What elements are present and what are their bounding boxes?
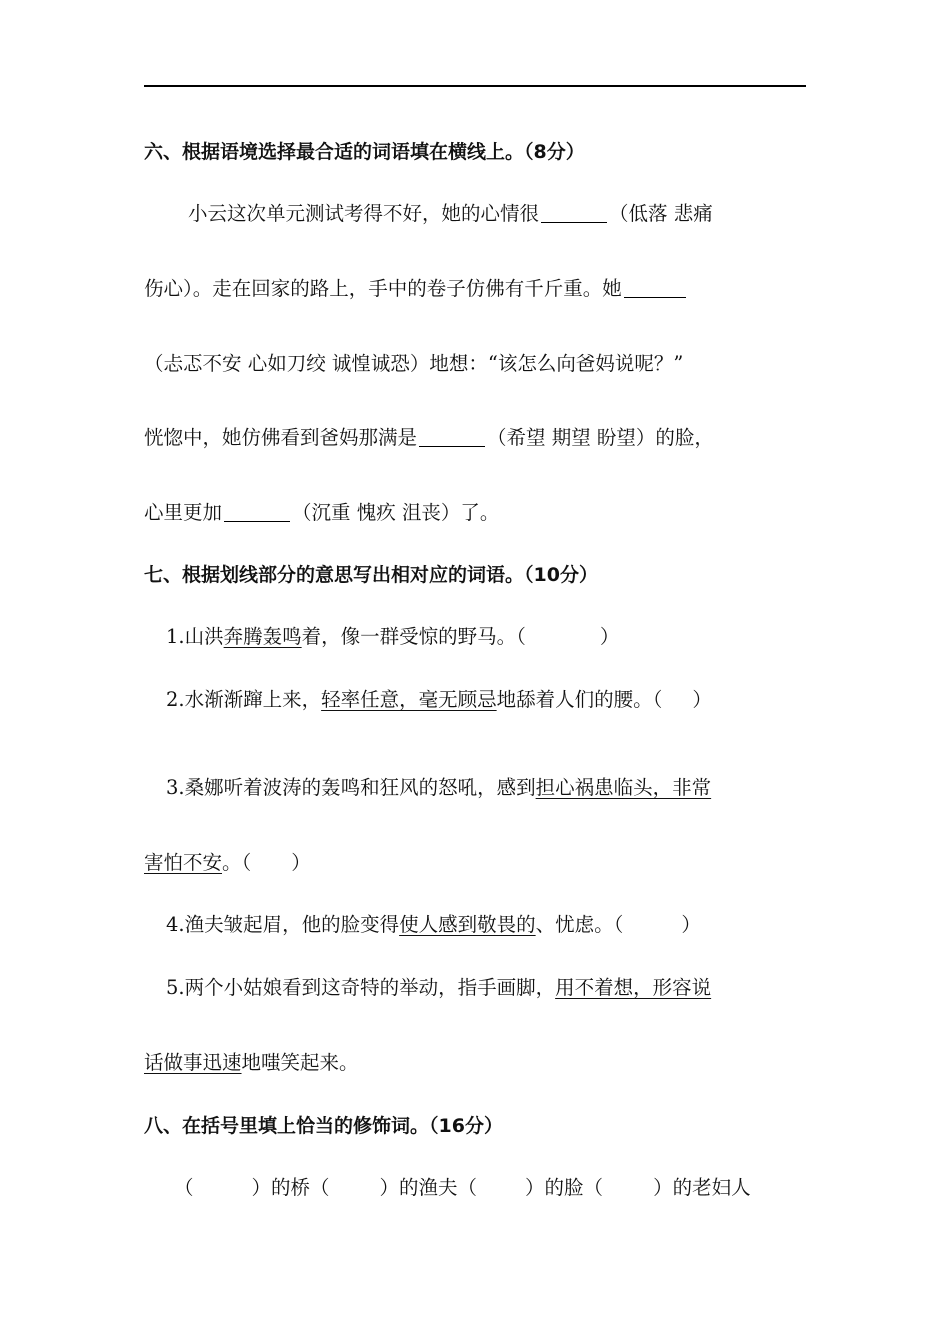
fill-blank-2[interactable] — [624, 277, 686, 298]
s8-open-1: （ — [174, 1176, 194, 1199]
q1-post: 着，像一群受惊的野马。（ — [301, 625, 526, 648]
section6-line4 — [144, 424, 806, 452]
section7-question5-line1 — [144, 974, 828, 1002]
q4-post: 、忧虑。（ — [535, 913, 624, 936]
q1-close: ） — [599, 625, 620, 648]
s8-item-4: ）的老妇人 — [653, 1176, 751, 1199]
section7-question5-line2 — [144, 1049, 806, 1077]
q1-pre: 1.山洪 — [166, 625, 224, 648]
q4-pre: 4.渔夫皱起眉，他的脸变得 — [166, 913, 400, 936]
q3-underlined-2: 害怕不安 — [144, 851, 223, 874]
q4-close: ） — [681, 913, 701, 936]
fill-blank-3[interactable] — [419, 426, 485, 447]
section7-question3-line2 — [144, 849, 806, 877]
section6-line1 — [144, 200, 850, 228]
q2-close: ） — [692, 688, 712, 711]
section7-heading: 七、根据划线部分的意思写出相对应的词语。（10分） — [144, 564, 598, 586]
q3-underlined-1: 担心祸患临头，非常 — [535, 776, 712, 799]
fill-blank-1[interactable] — [541, 202, 607, 223]
q3-post: 。（ — [222, 851, 252, 874]
section6-line2 — [144, 275, 806, 303]
q5-underlined-2: 话做事迅速 — [144, 1051, 242, 1074]
section7-question1 — [144, 623, 828, 651]
section6-line4-post: （希望 期望 盼望）的脸， — [487, 426, 714, 449]
section7-question4 — [144, 911, 828, 939]
q5-post: 地嗤笑起来。 — [241, 1051, 359, 1074]
q3-pre: 3.桑娜听着波涛的轰鸣和狂风的怒吼，感到 — [166, 776, 536, 799]
section6-line1-options: （低落 悲痛 — [609, 202, 713, 225]
section6-line3 — [144, 350, 806, 378]
section8-heading: 八、在括号里填上恰当的修饰词。（16分） — [144, 1115, 503, 1137]
q1-underlined: 奔腾轰鸣 — [223, 625, 302, 648]
section7-question2 — [144, 686, 828, 714]
header-rule — [144, 85, 806, 87]
s8-item-1: ）的桥（ — [251, 1176, 330, 1199]
s8-item-2: ）的渔夫（ — [379, 1176, 478, 1199]
s8-item-3: ）的脸（ — [525, 1176, 604, 1199]
section6-line5-pre: 心里更加 — [144, 501, 223, 524]
section6-line1-text: 小云这次单元测试考得不好，她的心情很 — [188, 202, 540, 225]
q5-pre: 5.两个小姑娘看到这奇特的举动，指手画脚， — [166, 976, 556, 999]
section8-items — [144, 1174, 836, 1202]
q2-pre: 2.水渐渐蹿上来， — [166, 688, 322, 711]
section6-line5 — [144, 499, 806, 527]
q5-underlined-1: 用不着想，形容说 — [555, 976, 712, 999]
section6-line5-post: （沉重 愧疚 沮丧）了。 — [292, 501, 500, 524]
q3-close: ） — [291, 851, 311, 874]
q2-post: 地舔着人们的腰。（ — [496, 688, 663, 711]
section6-line3-text: （忐忑不安 心如刀绞 诚惶诚恐）地想：“该怎么向爸妈说呢？” — [144, 352, 684, 375]
section7-question3-line1 — [144, 774, 828, 802]
section6-line4-pre: 恍惚中，她仿佛看到爸妈那满是 — [144, 426, 418, 449]
section6-line2-text: 伤心）。走在回家的路上，手中的卷子仿佛有千斤重。她 — [144, 277, 622, 300]
section6-heading: 六、根据语境选择最合适的词语填在横线上。（8分） — [144, 141, 585, 163]
q4-underlined: 使人感到敬畏的 — [399, 913, 536, 936]
fill-blank-4[interactable] — [224, 501, 290, 522]
q2-underlined: 轻率任意，毫无顾忌 — [321, 688, 497, 711]
